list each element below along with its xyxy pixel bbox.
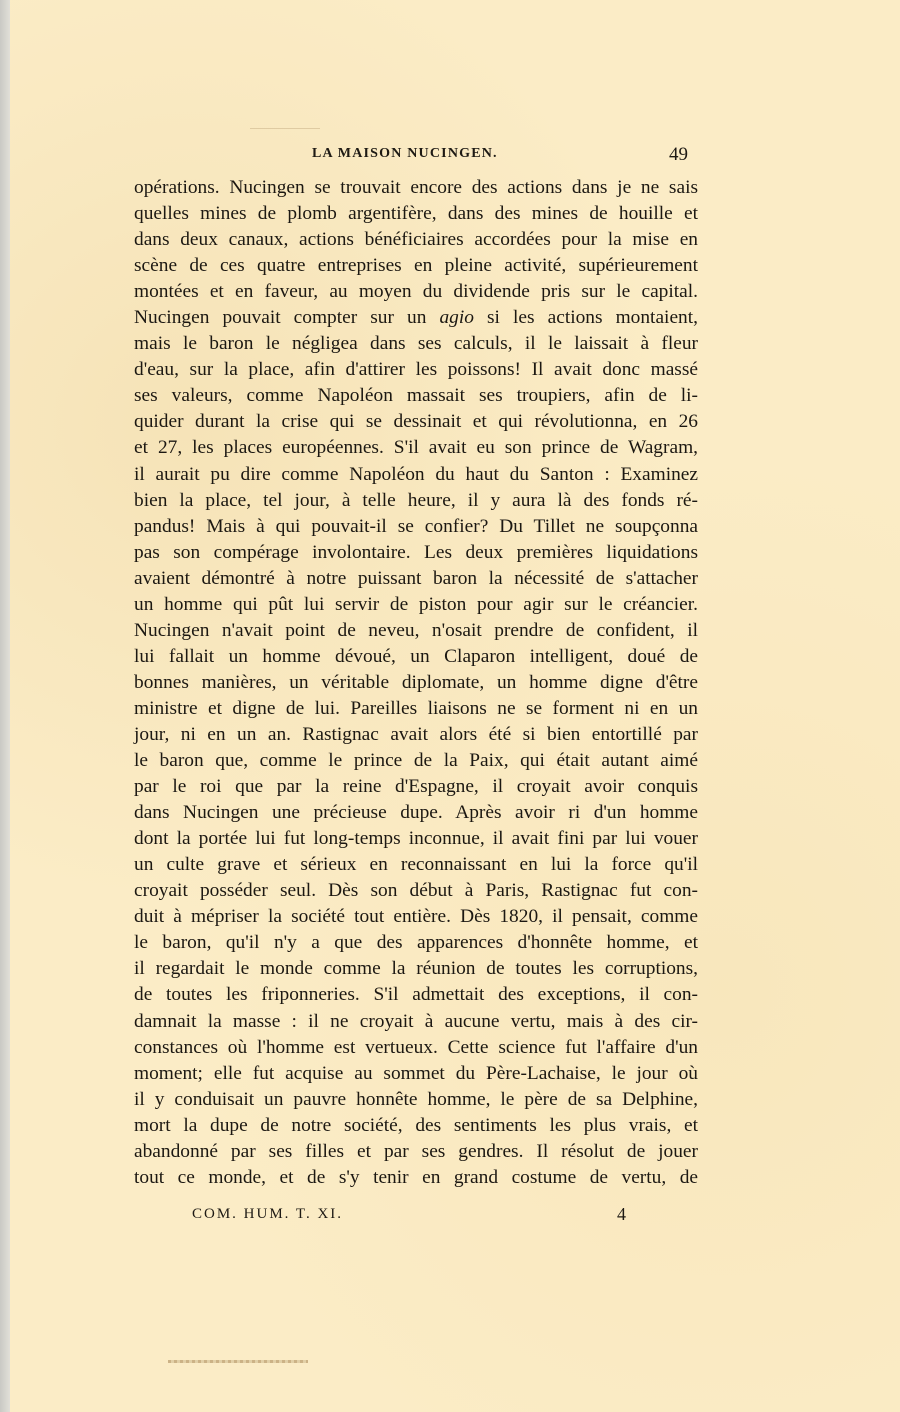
text-line: pas son compérage involontaire. Les deux premières liquidations — [134, 541, 698, 563]
text-line-with-italic — [134, 305, 698, 331]
sheet-number: 4 — [617, 1204, 626, 1224]
text-line: lui fallait un homme dévoué, un Claparon intelligent, doué de — [134, 645, 698, 667]
text-line: avaient démontré à notre puissant baron la nécessité de s'attacher — [134, 567, 698, 589]
page-number: 49 — [669, 144, 688, 165]
text-line: le baron, qu'il n'y a que des apparences d'honnête homme, et — [134, 932, 698, 954]
italic-word: agio — [439, 307, 474, 329]
text-line: mais le baron le négligea dans ses calculs, il le laissait à fleur — [134, 333, 698, 355]
text-line: dans Nucingen une précieuse dupe. Après avoir ri d'un homme — [134, 802, 698, 824]
page-header — [312, 146, 688, 170]
text-line: scène de ces quatre entreprises en pleine activité, supérieurement — [134, 255, 698, 277]
text-line: bonnes manières, un véritable diplomate, un homme digne d'être — [134, 671, 698, 693]
text-line: opérations. Nucingen se trouvait encore des actions dans je ne sais — [134, 177, 698, 198]
text-line: il regardait le monde comme la réunion de toutes les corruptions, — [134, 958, 698, 980]
text-line: quider durant la crise qui se dessinait et qui révolutionna, en 26 — [134, 411, 698, 433]
body-text — [134, 175, 698, 1191]
footer-signature: COM. HUM. T. XI. — [192, 1206, 344, 1222]
text-line: abandonné par ses filles et par ses gendres. Il résolut de jouer — [134, 1140, 698, 1162]
text-segment: si les actions montaient, — [487, 307, 698, 329]
bleed-through-mark — [168, 1360, 308, 1363]
text-line: de toutes les friponneries. S'il admettait des exceptions, il con- — [134, 984, 698, 1006]
text-line: par le roi que par la reine d'Espagne, il croyait avoir conquis — [134, 776, 698, 798]
text-line: constances où l'homme est vertueux. Cette science fut l'affaire d'un — [134, 1036, 698, 1058]
text-line: d'eau, sur la place, afin d'attirer les poissons! Il avait donc massé — [134, 359, 698, 381]
page-footer — [192, 1206, 632, 1230]
text-line: moment; elle fut acquise au sommet du Père-Lachaise, le jour où — [134, 1062, 698, 1084]
text-line: il aurait pu dire comme Napoléon du haut du Santon : Examinez — [134, 463, 698, 485]
text-line: il y conduisait un pauvre honnête homme, le père de sa Delphine, — [134, 1088, 698, 1110]
text-line: le baron que, comme le prince de la Paix, qui était autant aimé — [134, 750, 698, 772]
text-line: ministre et digne de lui. Pareilles liaisons ne se forment ni en un — [134, 697, 698, 719]
text-line: jour, ni en un an. Rastignac avait alors été si bien entortillé par — [134, 723, 698, 745]
text-line: un culte grave et sérieux en reconnaissant en lui la force qu'il — [134, 854, 698, 876]
text-line: damnait la masse : il ne croyait à aucune vertu, mais à des cir- — [134, 1010, 698, 1032]
text-line: quelles mines de plomb argentifère, dans des mines de houille et — [134, 203, 698, 225]
text-line: ses valeurs, comme Napoléon massait ses troupiers, afin de li- — [134, 385, 698, 407]
bleed-through-mark — [250, 128, 320, 129]
text-line: bien la place, tel jour, à telle heure, il y aura là des fonds ré- — [134, 489, 698, 511]
text-line: mort la dupe de notre société, des sentiments les plus vrais, et — [134, 1114, 698, 1136]
text-line: pandus! Mais à qui pouvait-il se confier? Du Tillet ne soupçonna — [134, 515, 698, 537]
text-line: montées et en faveur, au moyen du dividende pris sur le capital. — [134, 281, 698, 303]
running-title: LA MAISON NUCINGEN. — [312, 146, 498, 161]
text-segment: Nucingen pouvait compter sur un — [134, 307, 427, 329]
text-line: dans deux canaux, actions bénéficiaires accordées pour la mise en — [134, 229, 698, 251]
text-line: duit à mépriser la société tout entière. Dès 1820, il pensait, comme — [134, 906, 698, 928]
text-line: un homme qui pût lui servir de piston pour agir sur le créancier. — [134, 593, 698, 615]
text-line: tout ce monde, et de s'y tenir en grand costume de vertu, de — [134, 1166, 698, 1188]
text-line: dont la portée lui fut long-temps inconnue, il avait fini par lui vouer — [134, 828, 698, 850]
text-line: croyait posséder seul. Dès son début à Paris, Rastignac fut con- — [134, 880, 698, 902]
text-line: Nucingen n'avait point de neveu, n'osait prendre de confident, il — [134, 619, 698, 641]
text-line: et 27, les places européennes. S'il avait eu son prince de Wagram, — [134, 437, 698, 459]
